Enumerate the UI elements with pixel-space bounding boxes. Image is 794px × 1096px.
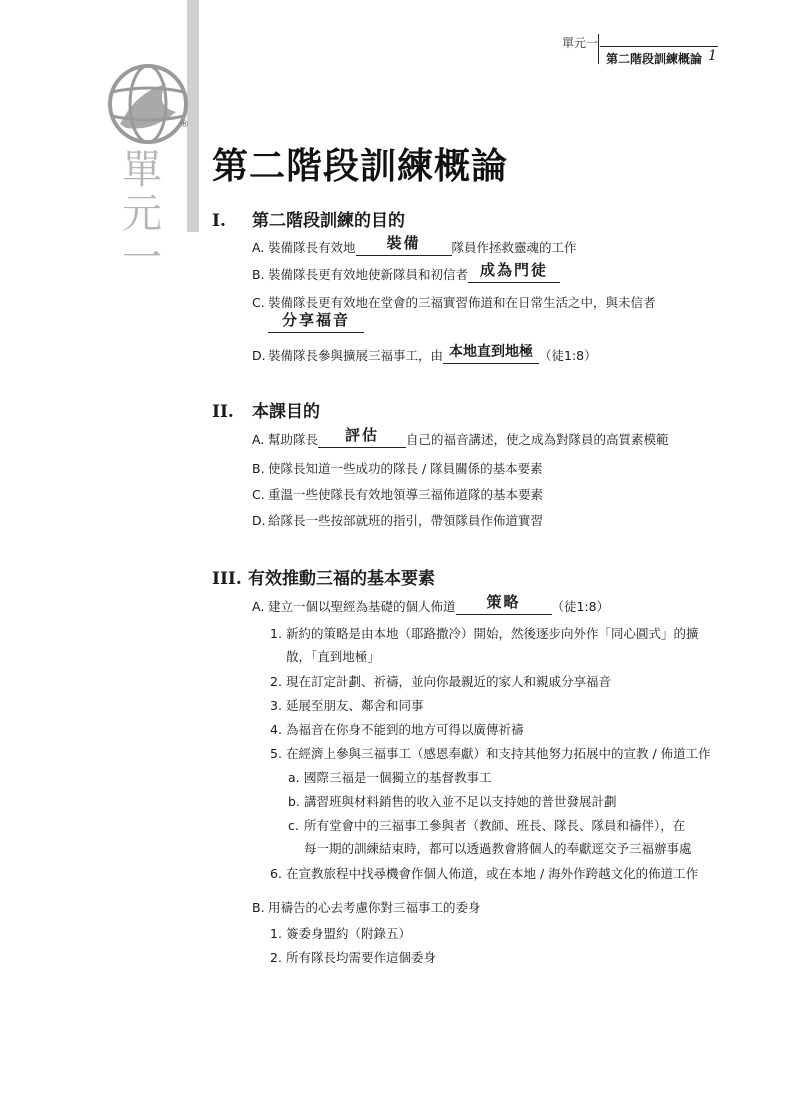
header-title: 第二階段訓練概論 [606, 52, 703, 66]
list-item: C. 重溫一些使隊長有效地領導三福佈道隊的基本要素 [252, 487, 544, 502]
list-item: 3. 延展至朋友、鄰舍和同事 [270, 698, 424, 713]
header-unit: 單元一 [562, 36, 599, 50]
list-item: 6. 在宣教旅程中找尋機會作個人佈道，或在本地 / 海外作跨越文化的佈道工作 [270, 866, 699, 881]
section-heading: III. 有效推動三福的基本要素 [212, 569, 435, 589]
list-item: D. 裝備隊長參與擴展三福事工，由 本地直到地極 （徒1:8） [252, 344, 597, 363]
header-divider [598, 34, 599, 64]
fill-blank: 評估 [318, 432, 406, 448]
list-item: 5. 在經濟上參與三福事工（感恩奉獻）和支持其他努力拓展中的宣教 / 佈道工作 [270, 746, 711, 761]
list-item: A. 裝備隊長有效地 裝備 隊員作拯救靈魂的工作 [252, 234, 577, 255]
list-item: A. 幫助隊長 評估 自己的福音講述，使之成為對隊員的高質素模範 [252, 426, 669, 447]
sub-list-item: b. 講習班與材料銷售的收入並不足以支持她的普世發展計劃 [288, 794, 617, 809]
sub-list-item: c. 所有堂會中的三福事工參與者（教師、班長、隊長、隊員和禱伴），在 [288, 818, 686, 833]
list-item: 1. 新約的策略是由本地（耶路撒冷）開始，然後逐步向外作「同心圓式」的擴 [270, 626, 699, 641]
fill-blank: 策略 [456, 599, 552, 615]
list-item: 4. 為福音在你身不能到的地方可得以廣傳祈禱 [270, 722, 524, 737]
registered-mark: ® [180, 120, 189, 130]
globe-logo-icon [106, 62, 190, 146]
sub-list-item-continuation: 每一期的訓練結束時，都可以透過教會將個人的奉獻逕交予三福辦事處 [304, 841, 692, 856]
list-item: B. 用禱告的心去考慮你對三福事工的委身 [252, 900, 481, 915]
fill-blank: 裝備 [356, 240, 452, 256]
section-heading: II. 本課目的 [212, 402, 320, 422]
fill-blank: 成為門徒 [468, 267, 560, 283]
unit-vertical-label: 單 元 一 [122, 147, 162, 281]
list-item: A. 建立一個以聖經為基礎的個人佈道 策略 （徒1:8） [252, 593, 610, 614]
list-item-continuation: 散，「直到地極」 [286, 649, 380, 664]
fill-blank: 本地直到地極 [443, 348, 539, 364]
list-item: B. 使隊長知道一些成功的隊長 / 隊員關係的基本要素 [252, 461, 543, 476]
fill-blank: 分享福音 [268, 317, 364, 333]
list-item-continuation [268, 311, 364, 333]
page-title: 第二階段訓練概論 [212, 145, 509, 187]
page-number: 1 [708, 48, 717, 64]
header-rule [600, 46, 718, 47]
list-item: 1. 簽委身盟約（附錄五） [270, 926, 412, 941]
list-item: 2. 現在訂定計劃、祈禱，並向你最親近的家人和親戚分享福音 [270, 674, 612, 689]
list-item: D. 給隊長一些按部就班的指引，帶領隊員作佈道實習 [252, 513, 544, 528]
sub-list-item: a. 國際三福是一個獨立的基督教事工 [288, 770, 492, 785]
list-item: 2. 所有隊長均需要作這個委身 [270, 950, 437, 965]
list-item: B. 裝備隊長更有效地使新隊員和初信者 成為門徒 [252, 265, 560, 283]
section-heading: I. 第二階段訓練的目的 [212, 211, 405, 231]
list-item: C. 裝備隊長更有效地在堂會的三福實習佈道和在日常生活之中，與未信者 [252, 295, 656, 310]
